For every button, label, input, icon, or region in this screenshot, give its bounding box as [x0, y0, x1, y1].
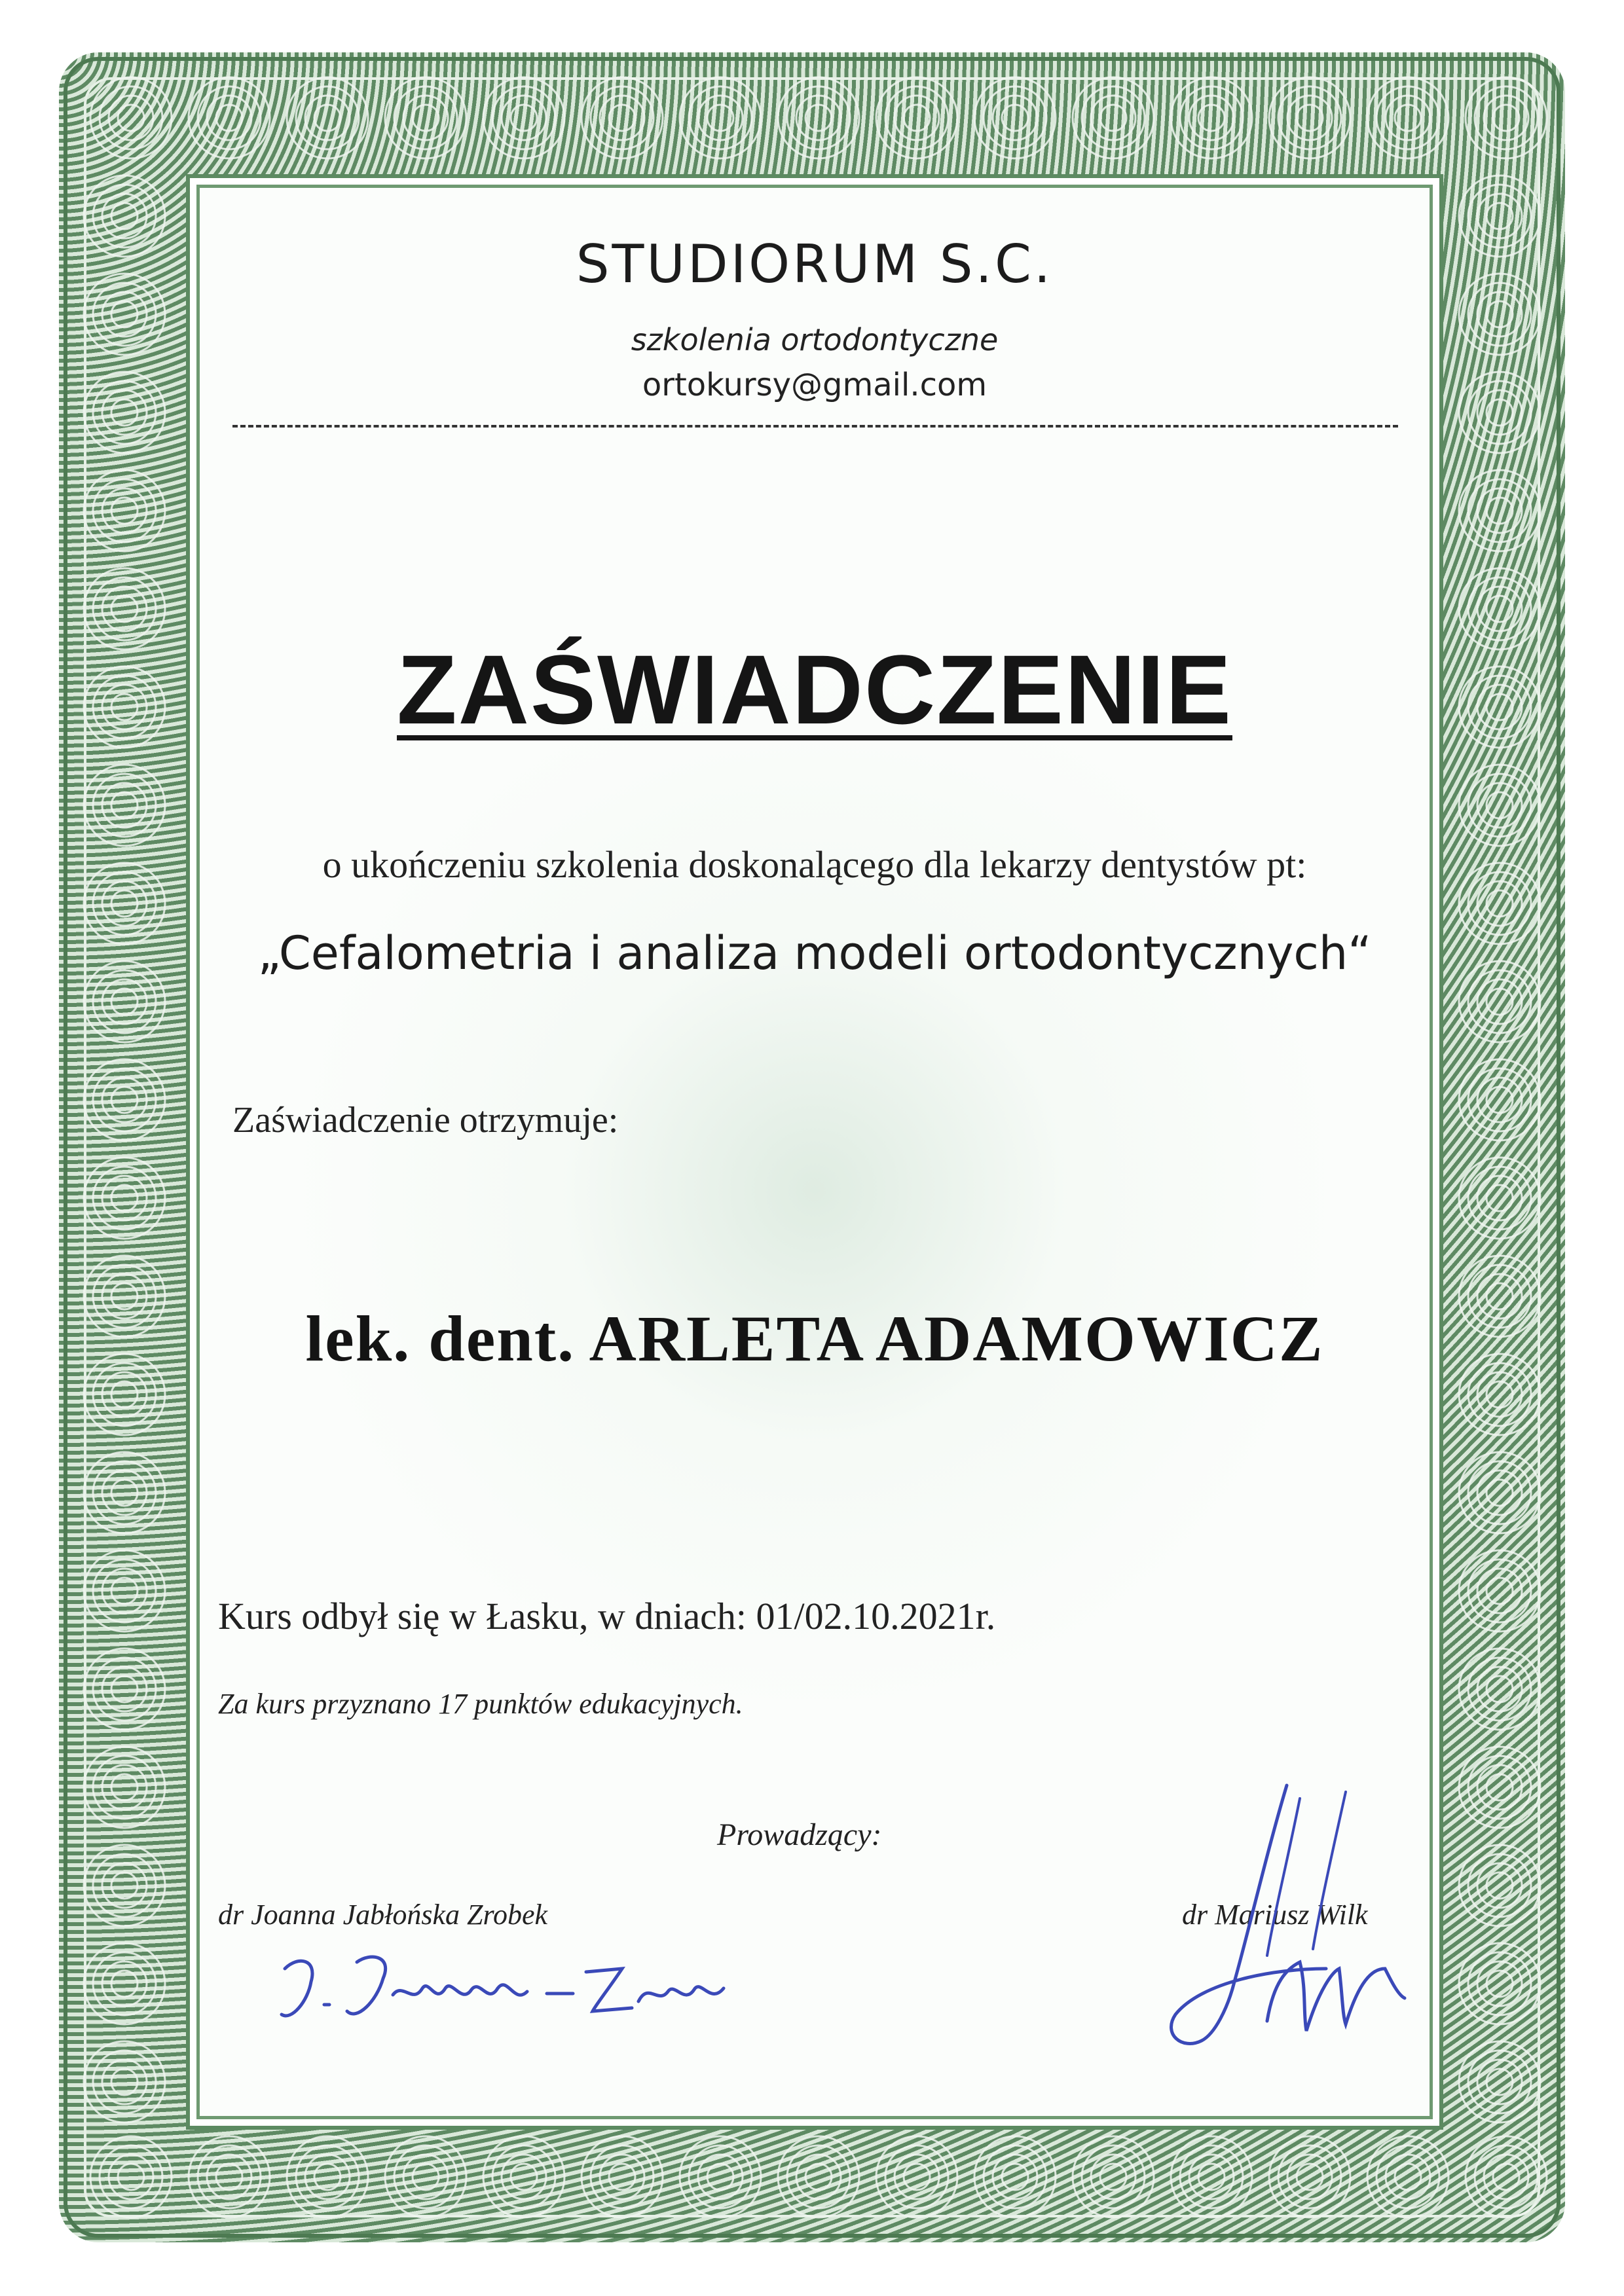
border-scallop — [1459, 1845, 1540, 1926]
border-scallop — [1091, 2155, 1135, 2199]
border-scallop — [102, 1372, 147, 1417]
border-scallop — [1459, 274, 1540, 355]
border-scallop — [1073, 2136, 1154, 2217]
border-scallop — [413, 105, 439, 131]
border-scallop — [102, 1078, 147, 1122]
border-scallop — [1486, 2069, 1513, 2095]
border-scallop — [84, 863, 165, 944]
border-scallop — [600, 2155, 644, 2199]
border-scallop — [1486, 1185, 1513, 1211]
border-scallop — [904, 2164, 930, 2190]
border-scallop — [1486, 596, 1513, 622]
border-scallop — [805, 105, 832, 131]
border-scallop — [111, 1480, 138, 1506]
border-scallop — [84, 1452, 165, 1533]
border-scallop — [1091, 96, 1135, 140]
border-scallop — [1486, 989, 1513, 1015]
border-scallop — [102, 2060, 147, 2104]
border-scallop — [974, 2136, 1056, 2217]
border-scallop — [102, 1863, 147, 1908]
border-scallop — [511, 2164, 537, 2190]
course-details: Kurs odbył się w Łasku, w dniach: 01/02.10.2021r. — [218, 1595, 996, 1637]
border-scallop — [102, 1176, 147, 1220]
border-scallop — [1477, 979, 1522, 1024]
border-scallop — [1486, 890, 1513, 917]
border-scallop — [1477, 1569, 1522, 1613]
border-scallop — [1486, 1283, 1513, 1309]
border-scallop — [207, 96, 251, 140]
border-scallop — [1477, 292, 1522, 337]
border-scallop — [189, 77, 270, 158]
course-intro: o ukończeniu szkolenia doskonalącego dla lekarzy dentystów pt: — [322, 843, 1307, 886]
border-scallop — [1002, 2164, 1028, 2190]
header-divider — [232, 425, 1398, 428]
border-scallop — [1459, 372, 1540, 453]
border-scallop — [102, 979, 147, 1024]
border-scallop — [1486, 1381, 1513, 1408]
border-scallop — [207, 2155, 251, 2199]
border-scallop — [305, 2155, 350, 2199]
border-scallop — [102, 390, 147, 435]
border-scallop — [1466, 77, 1547, 158]
border-scallop — [581, 77, 663, 158]
border-scallop — [102, 1274, 147, 1319]
border-scallop — [680, 77, 761, 158]
border-scallop — [1477, 1961, 1522, 2006]
border-scallop — [111, 792, 138, 818]
border-scallop — [84, 274, 165, 355]
border-scallop — [111, 301, 138, 327]
border-scallop — [84, 1256, 165, 1337]
border-scallop — [698, 2155, 743, 2199]
course-title: „Cefalometria i analiza modeli ortodontycznych“ — [257, 926, 1372, 980]
border-scallop — [1459, 1649, 1540, 1730]
border-scallop — [111, 694, 138, 720]
organization-name: STUDIORUM S.C. — [576, 234, 1054, 295]
border-scallop — [111, 203, 138, 229]
recipient-label: Zaświadczenie otrzymuje: — [232, 1100, 619, 1140]
border-scallop — [111, 1676, 138, 1702]
border-scallop — [1459, 1157, 1540, 1239]
border-scallop — [1477, 194, 1522, 238]
border-scallop — [1486, 1480, 1513, 1506]
border-scallop — [84, 175, 165, 257]
border-scallop — [111, 1087, 138, 1113]
border-scallop — [84, 1354, 165, 1435]
border-scallop — [102, 1667, 147, 1711]
border-scallop — [111, 1872, 138, 1899]
border-scallop — [609, 105, 635, 131]
border-scallop — [1459, 1256, 1540, 1337]
border-scallop — [1459, 470, 1540, 551]
certificate-panel — [196, 185, 1433, 2119]
border-scallop — [84, 765, 165, 846]
border-scallop — [1493, 105, 1519, 131]
border-scallop — [111, 989, 138, 1015]
border-scallop — [1486, 399, 1513, 426]
border-scallop — [84, 961, 165, 1042]
border-scallop — [502, 96, 546, 140]
border-scallop — [707, 2164, 733, 2190]
border-scallop — [1477, 1765, 1522, 1810]
border-scallop — [118, 105, 144, 131]
instructor-left-name: dr Joanna Jabłońska Zrobek — [218, 1899, 548, 1931]
instructors-label: Prowadzący: — [717, 1817, 882, 1852]
border-scallop — [111, 596, 138, 622]
border-scallop — [876, 2136, 957, 2217]
border-scallop — [102, 1569, 147, 1613]
border-scallop — [1477, 390, 1522, 435]
border-scallop — [111, 2069, 138, 2095]
border-scallop — [1486, 1872, 1513, 1899]
certificate-title: ZAŚWIADCZENIE — [397, 634, 1232, 744]
border-scallop — [109, 96, 153, 140]
border-scallop — [1477, 1274, 1522, 1319]
border-scallop — [1189, 2155, 1234, 2199]
border-scallop — [993, 2155, 1037, 2199]
border-scallop — [1477, 2060, 1522, 2104]
border-scallop — [287, 77, 368, 158]
border-scallop — [1477, 1078, 1522, 1122]
border-scallop — [84, 372, 165, 453]
instructor-right-name: dr Mariusz Wilk — [1182, 1899, 1368, 1931]
border-scallop — [974, 77, 1056, 158]
border-scallop — [111, 1971, 138, 1997]
border-scallop — [1002, 105, 1028, 131]
border-scallop — [1287, 2155, 1332, 2199]
border-scallop — [1459, 175, 1540, 257]
border-scallop — [84, 666, 165, 748]
border-scallop — [385, 2136, 466, 2217]
border-scallop — [1484, 96, 1528, 140]
border-scallop — [102, 488, 147, 533]
border-scallop — [483, 77, 564, 158]
border-scallop — [895, 96, 939, 140]
border-scallop — [805, 2164, 832, 2190]
border-scallop — [796, 2155, 841, 2199]
border-scallop — [609, 2164, 635, 2190]
border-scallop — [1367, 2136, 1449, 2217]
border-scallop — [1486, 792, 1513, 818]
border-scallop — [1477, 587, 1522, 631]
border-scallop — [102, 1765, 147, 1810]
border-scallop — [1198, 105, 1225, 131]
border-scallop — [1477, 881, 1522, 926]
border-scallop — [1459, 568, 1540, 649]
border-scallop — [1486, 1676, 1513, 1702]
border-scallop — [403, 2155, 448, 2199]
border-scallop — [796, 96, 841, 140]
border-scallop — [1459, 863, 1540, 944]
border-scallop — [581, 2136, 663, 2217]
border-scallop — [1459, 1943, 1540, 2024]
border-scallop — [1171, 77, 1252, 158]
border-scallop — [111, 890, 138, 917]
border-scallop — [1477, 1372, 1522, 1417]
border-scallop — [1486, 203, 1513, 229]
border-scallop — [84, 1550, 165, 1631]
border-scallop — [111, 498, 138, 524]
points-note: Za kurs przyznano 17 punktów edukacyjnych. — [218, 1688, 743, 1720]
border-scallop — [876, 77, 957, 158]
border-scallop — [314, 105, 341, 131]
border-scallop — [1459, 1059, 1540, 1140]
border-scallop — [84, 1157, 165, 1239]
border-scallop — [84, 1747, 165, 1828]
border-scallop — [413, 2164, 439, 2190]
border-scallop — [1493, 2164, 1519, 2190]
border-scallop — [600, 96, 644, 140]
border-scallop — [1459, 1550, 1540, 1631]
border-scallop — [778, 77, 859, 158]
border-scallop — [189, 2136, 270, 2217]
border-scallop — [1459, 961, 1540, 1042]
left-signature — [272, 1942, 743, 2054]
border-scallop — [111, 1185, 138, 1211]
border-scallop — [84, 1845, 165, 1926]
border-scallop — [1459, 1354, 1540, 1435]
border-scallop — [1459, 1747, 1540, 1828]
border-scallop — [1073, 77, 1154, 158]
border-scallop — [216, 2164, 242, 2190]
border-scallop — [84, 2041, 165, 2123]
border-scallop — [1395, 105, 1421, 131]
border-scallop — [1486, 301, 1513, 327]
border-scallop — [1198, 2164, 1225, 2190]
border-scallop — [1459, 1452, 1540, 1533]
border-scallop — [84, 470, 165, 551]
border-scallop — [1459, 666, 1540, 748]
border-scallop — [1477, 685, 1522, 729]
border-scallop — [1477, 1863, 1522, 1908]
border-scallop — [102, 1470, 147, 1515]
border-scallop — [1484, 2155, 1528, 2199]
border-scallop — [102, 292, 147, 337]
border-scallop — [118, 2164, 144, 2190]
border-scallop — [111, 1381, 138, 1408]
border-scallop — [84, 568, 165, 649]
border-scallop — [1269, 77, 1350, 158]
border-scallop — [84, 1649, 165, 1730]
border-scallop — [698, 96, 743, 140]
border-scallop — [1486, 1774, 1513, 1800]
border-scallop — [778, 2136, 859, 2217]
border-scallop — [216, 105, 242, 131]
border-scallop — [102, 783, 147, 828]
organization-email: ortokursy@gmail.com — [642, 367, 987, 403]
border-scallop — [1459, 2041, 1540, 2123]
recipient-name: lek. dent. ARLETA ADAMOWICZ — [305, 1302, 1324, 1375]
border-scallop — [1486, 498, 1513, 524]
border-scallop — [84, 1059, 165, 1140]
border-scallop — [111, 1283, 138, 1309]
border-scallop — [1100, 2164, 1126, 2190]
border-scallop — [1386, 2155, 1430, 2199]
right-signature — [1103, 1772, 1431, 2086]
border-scallop — [314, 2164, 341, 2190]
border-scallop — [483, 2136, 564, 2217]
border-scallop — [1486, 1971, 1513, 1997]
border-scallop — [90, 77, 172, 158]
border-scallop — [1395, 2164, 1421, 2190]
border-scallop — [111, 1774, 138, 1800]
border-scallop — [84, 1943, 165, 2024]
border-scallop — [90, 2136, 172, 2217]
border-scallop — [102, 881, 147, 926]
border-scallop — [1459, 765, 1540, 846]
border-scallop — [1189, 96, 1234, 140]
border-scallop — [109, 2155, 153, 2199]
border-scallop — [1386, 96, 1430, 140]
border-scallop — [502, 2155, 546, 2199]
border-scallop — [1477, 1176, 1522, 1220]
border-scallop — [1466, 2136, 1547, 2217]
border-scallop — [1171, 2136, 1252, 2217]
border-scallop — [102, 587, 147, 631]
border-scallop — [1486, 1578, 1513, 1604]
border-scallop — [1367, 77, 1449, 158]
border-scallop — [993, 96, 1037, 140]
border-scallop — [1477, 783, 1522, 828]
border-scallop — [1100, 105, 1126, 131]
border-scallop — [511, 105, 537, 131]
border-scallop — [1486, 1087, 1513, 1113]
border-scallop — [1477, 1667, 1522, 1711]
border-scallop — [1287, 96, 1332, 140]
border-scallop — [403, 96, 448, 140]
organization-subtitle: szkolenia ortodontyczne — [631, 322, 999, 357]
border-scallop — [1486, 694, 1513, 720]
border-scallop — [111, 1578, 138, 1604]
border-scallop — [102, 194, 147, 238]
border-scallop — [111, 399, 138, 426]
border-scallop — [1297, 105, 1323, 131]
border-scallop — [904, 105, 930, 131]
border-scallop — [305, 96, 350, 140]
border-scallop — [1269, 2136, 1350, 2217]
border-scallop — [102, 1961, 147, 2006]
border-scallop — [895, 2155, 939, 2199]
border-scallop — [385, 77, 466, 158]
border-scallop — [102, 685, 147, 729]
border-scallop — [1297, 2164, 1323, 2190]
border-scallop — [680, 2136, 761, 2217]
border-scallop — [1477, 1470, 1522, 1515]
border-scallop — [707, 105, 733, 131]
border-scallop — [287, 2136, 368, 2217]
border-scallop — [1477, 488, 1522, 533]
